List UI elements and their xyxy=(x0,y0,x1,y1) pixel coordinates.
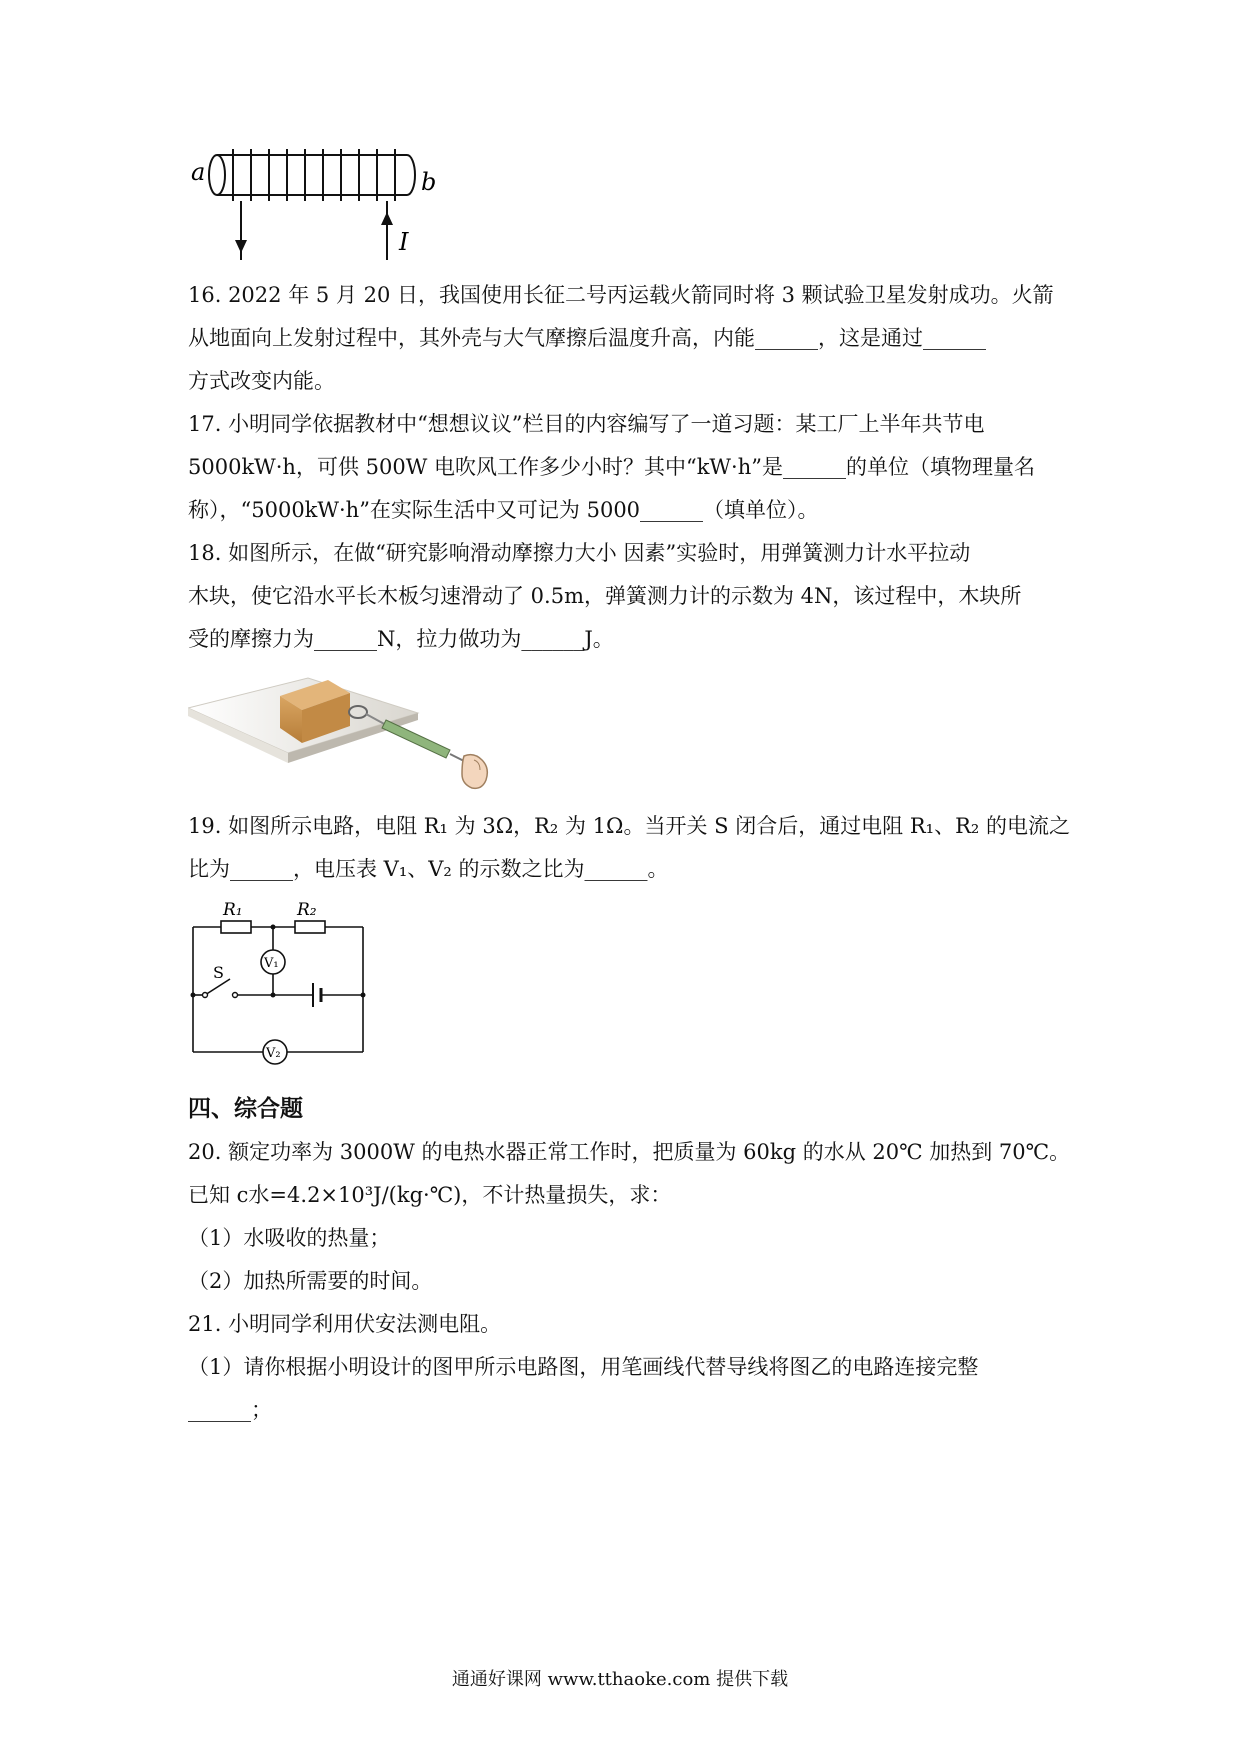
label-r1: R₁ xyxy=(223,900,243,920)
q21-line1: 21. 小明同学利用伏安法测电阻。 xyxy=(188,1312,502,1336)
q21-line3: ______； xyxy=(188,1398,272,1422)
label-s: S xyxy=(213,963,224,982)
section-heading: 四、综合题 xyxy=(188,1096,303,1122)
q18-line3: 受的摩擦力为______N，拉力做功为______J。 xyxy=(188,627,614,651)
label-v1: V₁ xyxy=(264,956,279,971)
q17-line3: 称），“5000kW·h”在实际生活中又可记为 5000______（填单位）。 xyxy=(188,498,819,522)
q17-line2: 5000kW·h，可供 500W 电吹风工作多少小时？其中“kW·h”是______的单位（填物理量名 xyxy=(188,455,1035,479)
label-a: a xyxy=(191,158,206,186)
label-r2: R₂ xyxy=(297,900,317,920)
q20-line4: （2）加热所需要的时间。 xyxy=(188,1269,433,1293)
q18-line2: 木块，使它沿水平长木板匀速滑动了 0.5m，弹簧测力计的示数为 4N，该过程中，木块所 xyxy=(188,584,1022,608)
footer-text: 通通好课网 www.tthaoke.com 提供下载 xyxy=(451,1669,789,1690)
q19-line1: 19. 如图所示电路，电阻 R₁ 为 3Ω，R₂ 为 1Ω。当开关 S 闭合后，通过电阻 R₁、R₂ 的电流之 xyxy=(188,814,1070,838)
q20-line2: 已知 c水=4.2×10³J/(kg·℃)，不计热量损失，求： xyxy=(188,1183,672,1207)
q20-line3: （1）水吸收的热量； xyxy=(188,1226,391,1250)
label-i: I xyxy=(399,228,409,256)
q16-line2: 从地面向上发射过程中，其外壳与大气摩擦后温度升高，内能______，这是通过______ xyxy=(188,326,986,350)
q19-line2: 比为______，电压表 V₁、V₂ 的示数之比为______。 xyxy=(188,857,669,881)
circuit-diagram xyxy=(185,895,385,1065)
q20-line1: 20. 额定功率为 3000W 的电热水器正常工作时，把质量为 60kg 的水从 20℃ 加热到 70℃。 xyxy=(188,1140,1071,1164)
friction-experiment-figure xyxy=(188,668,508,798)
label-v2: V₂ xyxy=(266,1046,281,1061)
q16-line3: 方式改变内能。 xyxy=(188,369,335,393)
q18-line1: 18. 如图所示，在做“研究影响滑动摩擦力大小 因素”实验时，用弹簧测力计水平拉动 xyxy=(188,541,971,565)
q17-line1: 17. 小明同学依据教材中“想想议议”栏目的内容编写了一道习题：某工厂上半年共节电 xyxy=(188,412,985,436)
q21-line2: （1）请你根据小明设计的图甲所示电路图，用笔画线代替导线将图乙的电路连接完整 xyxy=(188,1355,979,1379)
q16-line1: 16. 2022 年 5 月 20 日，我国使用长征二号丙运载火箭同时将 3 颗试验卫星发射成功。火箭 xyxy=(188,283,1054,307)
solenoid-figure xyxy=(185,145,445,265)
label-b: b xyxy=(421,168,437,196)
